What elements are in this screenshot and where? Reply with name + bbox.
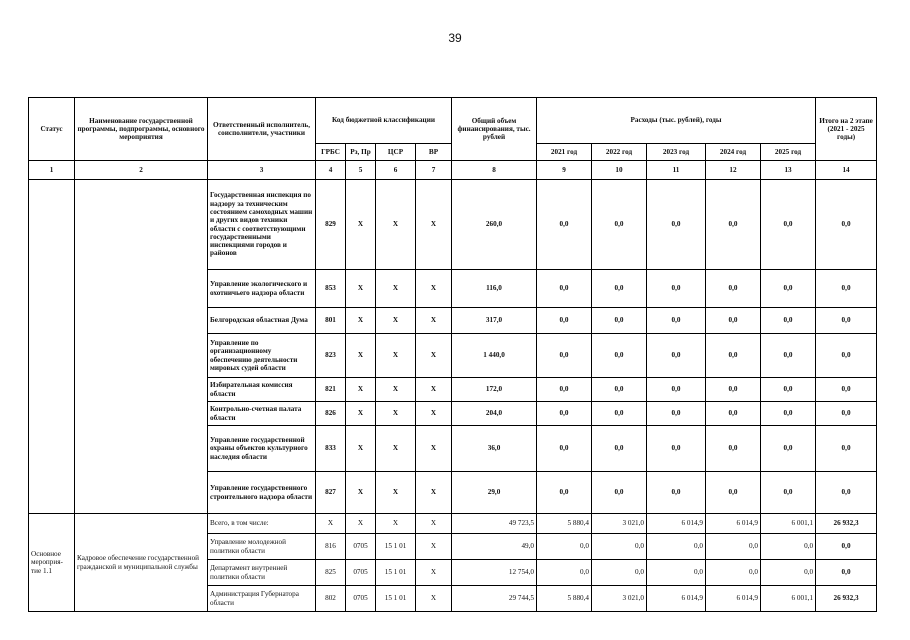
total-cell: 260,0: [452, 180, 537, 270]
status-cell: Основное мероприя-тие 1.1: [29, 514, 75, 612]
y2022-cell: 0,0: [592, 308, 647, 334]
header-csr: ЦСР: [376, 144, 416, 161]
csr-cell: Х: [376, 402, 416, 426]
rzpr-cell: Х: [346, 378, 376, 402]
y2025-cell: 6 001,1: [761, 586, 816, 612]
total-cell: 1 440,0: [452, 334, 537, 378]
name-cell: Кадровое обеспечение государственной гражданской и муниципальной службы: [75, 514, 208, 612]
y2023-cell: 0,0: [647, 378, 706, 402]
vr-cell: Х: [416, 426, 452, 472]
vr-cell: Х: [416, 514, 452, 534]
grbs-cell: 829: [316, 180, 346, 270]
total-cell: 204,0: [452, 402, 537, 426]
y2024-cell: 0,0: [706, 308, 761, 334]
rzpr-cell: Х: [346, 402, 376, 426]
y2024-cell: 0,0: [706, 534, 761, 560]
y2023-cell: 0,0: [647, 472, 706, 514]
grbs-cell: 802: [316, 586, 346, 612]
stage-total-cell: 0,0: [816, 472, 877, 514]
rzpr-cell: Х: [346, 334, 376, 378]
y2023-cell: 0,0: [647, 180, 706, 270]
y2023-cell: 6 014,9: [647, 514, 706, 534]
stage-total-cell: 0,0: [816, 308, 877, 334]
y2023-cell: 0,0: [647, 402, 706, 426]
y2024-cell: 0,0: [706, 402, 761, 426]
budget-table: [28, 97, 877, 612]
column-number: 6: [376, 161, 416, 180]
vr-cell: Х: [416, 308, 452, 334]
stage-total-cell: 0,0: [816, 426, 877, 472]
rzpr-cell: 0705: [346, 586, 376, 612]
stage-total-cell: 0,0: [816, 402, 877, 426]
column-number: 8: [452, 161, 537, 180]
y2022-cell: 0,0: [592, 334, 647, 378]
y2025-cell: 0,0: [761, 472, 816, 514]
column-number: 1: [29, 161, 75, 180]
y2021-cell: 0,0: [537, 270, 592, 308]
y2021-cell: 0,0: [537, 534, 592, 560]
grbs-cell: 833: [316, 426, 346, 472]
y2021-cell: 5 880,4: [537, 586, 592, 612]
csr-cell: Х: [376, 426, 416, 472]
y2025-cell: 0,0: [761, 378, 816, 402]
column-number: 12: [706, 161, 761, 180]
vr-cell: Х: [416, 560, 452, 586]
y2024-cell: 0,0: [706, 334, 761, 378]
y2024-cell: 0,0: [706, 426, 761, 472]
csr-cell: Х: [376, 308, 416, 334]
grbs-cell: 827: [316, 472, 346, 514]
rzpr-cell: Х: [346, 308, 376, 334]
stage-total-cell: 0,0: [816, 378, 877, 402]
column-number: 4: [316, 161, 346, 180]
stage-total-cell: 26 932,3: [816, 586, 877, 612]
vr-cell: Х: [416, 586, 452, 612]
y2022-cell: 0,0: [592, 402, 647, 426]
executor-cell: Управление по организационному обеспечению деятельности мировых судей области: [208, 334, 316, 378]
y2023-cell: 0,0: [647, 270, 706, 308]
grbs-cell: 816: [316, 534, 346, 560]
grbs-cell: 825: [316, 560, 346, 586]
header-stage-total: Итого на 2 этапе (2021 - 2025 годы): [816, 98, 877, 161]
total-cell: 116,0: [452, 270, 537, 308]
y2025-cell: 0,0: [761, 534, 816, 560]
vr-cell: Х: [416, 534, 452, 560]
rzpr-cell: 0705: [346, 534, 376, 560]
grbs-cell: 821: [316, 378, 346, 402]
y2022-cell: 0,0: [592, 378, 647, 402]
y2022-cell: 0,0: [592, 426, 647, 472]
header-2021: 2021 год: [537, 144, 592, 161]
stage-total-cell: 0,0: [816, 180, 877, 270]
rzpr-cell: Х: [346, 270, 376, 308]
csr-cell: 15 1 01: [376, 560, 416, 586]
column-number: 2: [75, 161, 208, 180]
vr-cell: Х: [416, 270, 452, 308]
y2023-cell: 0,0: [647, 334, 706, 378]
vr-cell: Х: [416, 378, 452, 402]
total-cell: 317,0: [452, 308, 537, 334]
total-cell: 172,0: [452, 378, 537, 402]
csr-cell: Х: [376, 378, 416, 402]
vr-cell: Х: [416, 402, 452, 426]
y2022-cell: 0,0: [592, 472, 647, 514]
y2021-cell: 0,0: [537, 560, 592, 586]
y2024-cell: 0,0: [706, 472, 761, 514]
stage-total-cell: 0,0: [816, 334, 877, 378]
csr-cell: Х: [376, 472, 416, 514]
page-number: 39: [448, 31, 462, 45]
column-number: 3: [208, 161, 316, 180]
executor-cell: Всего, в том числе:: [208, 514, 316, 534]
vr-cell: Х: [416, 334, 452, 378]
executor-cell: Избирательная комиссия области: [208, 378, 316, 402]
executor-cell: Государственная инспекция по надзору за техническим состоянием самоходных машин и других видов техники области с соответствующими государственными инспекциями городов и районов: [208, 180, 316, 270]
y2025-cell: 0,0: [761, 270, 816, 308]
vr-cell: Х: [416, 472, 452, 514]
grbs-cell: Х: [316, 514, 346, 534]
executor-cell: Контрольно-счетная палата области: [208, 402, 316, 426]
column-number: 11: [647, 161, 706, 180]
y2023-cell: 0,0: [647, 426, 706, 472]
column-number: 9: [537, 161, 592, 180]
total-cell: 49 723,5: [452, 514, 537, 534]
y2021-cell: 0,0: [537, 308, 592, 334]
header-2023: 2023 год: [647, 144, 706, 161]
y2025-cell: 0,0: [761, 308, 816, 334]
header-status: Статус: [29, 98, 75, 161]
y2024-cell: 0,0: [706, 180, 761, 270]
header-2024: 2024 год: [706, 144, 761, 161]
y2022-cell: 0,0: [592, 560, 647, 586]
total-cell: 29,0: [452, 472, 537, 514]
stage-total-cell: 0,0: [816, 534, 877, 560]
csr-cell: 15 1 01: [376, 586, 416, 612]
y2025-cell: 0,0: [761, 402, 816, 426]
rzpr-cell: Х: [346, 180, 376, 270]
header-executor: Ответственный исполнитель, соисполнители, участники: [208, 98, 316, 161]
stage-total-cell: 0,0: [816, 270, 877, 308]
column-number: 5: [346, 161, 376, 180]
csr-cell: 15 1 01: [376, 534, 416, 560]
y2024-cell: 0,0: [706, 560, 761, 586]
total-cell: 29 744,5: [452, 586, 537, 612]
stage-total-cell: 26 932,3: [816, 514, 877, 534]
y2024-cell: 0,0: [706, 378, 761, 402]
y2022-cell: 0,0: [592, 534, 647, 560]
header-name: Наименование государственной программы, подпрограммы, основного мероприятия: [75, 98, 208, 161]
header-budget-code: Код бюджетной классификации: [316, 98, 452, 144]
y2022-cell: 3 021,0: [592, 586, 647, 612]
executor-cell: Управление молодежной политики области: [208, 534, 316, 560]
y2022-cell: 0,0: [592, 180, 647, 270]
y2021-cell: 0,0: [537, 378, 592, 402]
executor-cell: Белгородская областная Дума: [208, 308, 316, 334]
vr-cell: Х: [416, 180, 452, 270]
y2021-cell: 0,0: [537, 472, 592, 514]
executor-cell: Департамент внутренней политики области: [208, 560, 316, 586]
y2025-cell: 0,0: [761, 180, 816, 270]
header-2022: 2022 год: [592, 144, 647, 161]
executor-cell: Управление государственной охраны объектов культурного наследия области: [208, 426, 316, 472]
y2021-cell: 0,0: [537, 402, 592, 426]
y2021-cell: 0,0: [537, 334, 592, 378]
column-number: 7: [416, 161, 452, 180]
header-grbs: ГРБС: [316, 144, 346, 161]
y2021-cell: 0,0: [537, 426, 592, 472]
y2023-cell: 6 014,9: [647, 586, 706, 612]
csr-cell: Х: [376, 514, 416, 534]
y2025-cell: 0,0: [761, 334, 816, 378]
total-cell: 49,0: [452, 534, 537, 560]
rzpr-cell: Х: [346, 514, 376, 534]
y2025-cell: 0,0: [761, 560, 816, 586]
total-cell: 12 754,0: [452, 560, 537, 586]
header-total-volume: Общий объем финансирования, тыс. рублей: [452, 98, 537, 161]
y2022-cell: 0,0: [592, 270, 647, 308]
header-expenses: Расходы (тыс. рублей), годы: [537, 98, 816, 144]
rzpr-cell: Х: [346, 426, 376, 472]
column-number: 10: [592, 161, 647, 180]
csr-cell: Х: [376, 334, 416, 378]
executor-cell: Администрация Губернатора области: [208, 586, 316, 612]
table-row: [29, 180, 877, 270]
grbs-cell: 801: [316, 308, 346, 334]
grbs-cell: 853: [316, 270, 346, 308]
table-row: [29, 514, 877, 534]
y2022-cell: 3 021,0: [592, 514, 647, 534]
executor-cell: Управление государственного строительного надзора области: [208, 472, 316, 514]
total-cell: 36,0: [452, 426, 537, 472]
executor-cell: Управление экологического и охотничьего надзора области: [208, 270, 316, 308]
header-rzpr: Рз, Пр: [346, 144, 376, 161]
column-number-row: [29, 161, 877, 180]
column-number: 13: [761, 161, 816, 180]
y2025-cell: 6 001,1: [761, 514, 816, 534]
csr-cell: Х: [376, 180, 416, 270]
header-vr: ВР: [416, 144, 452, 161]
status-cell-empty: [29, 180, 75, 514]
y2024-cell: 6 014,9: [706, 514, 761, 534]
column-number: 14: [816, 161, 877, 180]
y2023-cell: 0,0: [647, 560, 706, 586]
stage-total-cell: 0,0: [816, 560, 877, 586]
y2021-cell: 0,0: [537, 180, 592, 270]
y2024-cell: 0,0: [706, 270, 761, 308]
grbs-cell: 826: [316, 402, 346, 426]
csr-cell: Х: [376, 270, 416, 308]
header-2025: 2025 год: [761, 144, 816, 161]
grbs-cell: 823: [316, 334, 346, 378]
y2023-cell: 0,0: [647, 534, 706, 560]
rzpr-cell: Х: [346, 472, 376, 514]
name-cell-empty: [75, 180, 208, 514]
rzpr-cell: 0705: [346, 560, 376, 586]
y2025-cell: 0,0: [761, 426, 816, 472]
y2021-cell: 5 880,4: [537, 514, 592, 534]
y2023-cell: 0,0: [647, 308, 706, 334]
y2024-cell: 6 014,9: [706, 586, 761, 612]
